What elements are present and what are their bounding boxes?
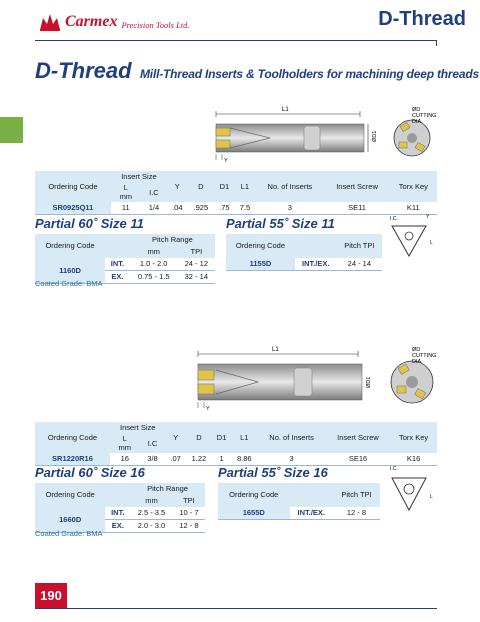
cell-tpi: 32 - 14 (178, 271, 215, 284)
cell-l1: 8.86 (231, 453, 257, 466)
th-screw: Insert Screw (326, 422, 390, 454)
th-l1: L1 (235, 171, 256, 203)
brand-subtitle: Precision Tools Ltd. (121, 19, 190, 30)
dim-y-label: Y (206, 406, 210, 412)
coated-grade-note: Coated Grade: BMA (35, 529, 103, 538)
cell-key: K11 (390, 202, 437, 215)
main-title (35, 58, 479, 84)
th-mm: mm (130, 495, 173, 507)
th-key: Torx Key (390, 422, 437, 454)
triangle-insert-drawing (386, 462, 438, 518)
table-row (35, 453, 437, 466)
th-d: D (186, 422, 212, 454)
cell-screw: SE16 (326, 453, 390, 466)
partial55-size11-title: Partial 55˚ Size 11 (226, 216, 335, 231)
cell-inserts: 3 (257, 453, 325, 466)
partial55-size11-table (226, 234, 382, 271)
insert-code: 1660D (35, 507, 105, 533)
cell-screw: SE11 (325, 202, 390, 215)
partial60-size16-table (35, 483, 205, 533)
partial60-size11-table (35, 234, 215, 284)
partial60-size16-title: Partial 60˚ Size 16 (35, 465, 145, 480)
toolholder-drawing (186, 344, 450, 414)
cell-mm: 0.75 - 1.5 (130, 271, 178, 284)
th-ic: I.C (141, 182, 167, 202)
coated-grade-note: Coated Grade: BMA (35, 279, 103, 288)
th-d1: D1 (212, 422, 231, 454)
th-ordering-code: Ordering Code (35, 171, 111, 203)
th-type-spacer (295, 234, 337, 258)
cell-mm: 1.0 - 2.0 (130, 258, 178, 271)
th-d: D (188, 171, 215, 203)
dia-label: DIA. (412, 119, 423, 125)
cell-type: INT./EX. (295, 258, 337, 271)
toolholder-table-size-11 (35, 170, 437, 215)
ic-label: I.C. (390, 466, 398, 472)
th-insert-size: Insert Size (111, 171, 167, 183)
cell-d1: 1 (212, 453, 231, 466)
cell-type: INT. (105, 258, 130, 271)
cell-l: 11 (111, 202, 141, 215)
table-row (35, 507, 205, 520)
th-ordering-code: Ordering Code (218, 483, 290, 507)
table-row (226, 258, 382, 271)
table-row (35, 258, 215, 271)
page-number: 190 (35, 583, 67, 609)
th-l-mm: L mm (111, 182, 141, 202)
cell-y: .07 (165, 453, 185, 466)
carmex-logo (38, 12, 190, 32)
th-type-spacer (105, 483, 130, 507)
toolholder-diagram-size-16 (186, 344, 450, 414)
holder-code: SR0925Q11 (35, 202, 111, 215)
th-tpi: TPI (178, 246, 215, 258)
dim-l-label: L (430, 240, 433, 246)
header-divider-tick (436, 40, 437, 46)
insert-profile-size-16 (386, 462, 438, 518)
th-inserts: No. of Inserts (255, 171, 324, 203)
insert-code: 1155D (226, 258, 295, 271)
th-type-spacer (105, 234, 130, 258)
carmex-crown-icon (38, 12, 62, 32)
main-title-big: D-Thread (35, 58, 132, 83)
th-d1: D1 (214, 171, 235, 203)
dim-l1-label: L1 (272, 347, 279, 353)
holder-code: SR1220R16 (35, 453, 110, 466)
cell-type: EX. (105, 271, 130, 284)
dim-y-label: Y (426, 214, 430, 220)
partial60-size11-title: Partial 60˚ Size 11 (35, 216, 144, 231)
dim-y-label: Y (224, 158, 228, 164)
toolholder-diagram-size-11 (200, 104, 450, 166)
th-inserts: No. of Inserts (257, 422, 325, 454)
cell-tpi: 24 - 12 (178, 258, 215, 271)
dim-d1-label: ØD1 (372, 130, 378, 142)
partial55-size16-table (218, 483, 380, 520)
triangle-insert-drawing (386, 212, 438, 264)
th-ic: I.C (140, 433, 166, 453)
cell-type: EX. (105, 520, 130, 533)
cell-d: .925 (188, 202, 215, 215)
cell-tpi: 10 - 7 (173, 507, 205, 520)
cell-ic: 1/4 (141, 202, 167, 215)
cell-y: .04 (167, 202, 188, 215)
cell-d: 1.22 (186, 453, 212, 466)
table-row (35, 202, 437, 215)
th-ordering-code: Ordering Code (35, 234, 105, 258)
cell-inserts: 3 (255, 202, 324, 215)
th-pitch-tpi: Pitch TPI (333, 483, 380, 507)
footer-divider (35, 608, 437, 609)
dim-od-label: ØD (412, 107, 421, 113)
ic-label: I.C. (390, 216, 398, 222)
brand-name: Carmex (65, 13, 118, 30)
th-tpi: TPI (173, 495, 205, 507)
th-type-spacer (290, 483, 333, 507)
dia-label: DIA. (412, 359, 423, 365)
th-ordering-code: Ordering Code (35, 422, 110, 454)
th-key: Torx Key (390, 171, 437, 203)
th-pitch-range: Pitch Range (130, 234, 215, 246)
cell-mm: 2.0 - 3.0 (130, 520, 173, 533)
insert-code: 1655D (218, 507, 290, 520)
th-mm: mm (130, 246, 178, 258)
th-y: Y (165, 422, 185, 454)
dim-l1-label: L1 (282, 107, 289, 113)
th-ordering-code: Ordering Code (35, 483, 105, 507)
cell-tpi: 24 - 14 (337, 258, 382, 271)
table-row (218, 507, 380, 520)
cutting-label: CUTTING (412, 353, 437, 359)
cell-type: INT. (105, 507, 130, 520)
cell-tpi: 12 - 8 (173, 520, 205, 533)
cell-type: INT./EX. (290, 507, 333, 520)
section-tab-marker (0, 117, 23, 143)
cell-key: K16 (390, 453, 437, 466)
cell-d1: .75 (214, 202, 235, 215)
main-title-sub: Mill-Thread Inserts & Toolholders for machining deep threads (140, 67, 479, 81)
page-header (0, 0, 480, 44)
th-y: Y (167, 171, 188, 203)
cell-mm: 2.5 - 3.5 (130, 507, 173, 520)
dim-l-label: L (430, 494, 433, 500)
toolholder-drawing (200, 104, 450, 166)
insert-profile-size-11 (386, 212, 438, 264)
cell-l: 16 (110, 453, 140, 466)
insert-code: 1160D (35, 258, 105, 284)
th-ordering-code: Ordering Code (226, 234, 295, 258)
th-l-mm: L mm (110, 433, 140, 453)
dim-d1-label: ØD1 (366, 376, 372, 388)
cutting-label: CUTTING (412, 113, 437, 119)
header-divider (35, 40, 437, 41)
th-pitch-tpi: Pitch TPI (337, 234, 382, 258)
dim-od-label: ØD (412, 347, 421, 353)
partial55-size16-title: Partial 55˚ Size 16 (218, 465, 328, 480)
th-l1: L1 (231, 422, 257, 454)
th-insert-size: Insert Size (110, 422, 166, 434)
toolholder-table-size-16 (35, 421, 437, 466)
cell-ic: 3/8 (140, 453, 166, 466)
cell-l1: 7.5 (235, 202, 256, 215)
th-screw: Insert Screw (325, 171, 390, 203)
th-pitch-range: Pitch Range (130, 483, 205, 495)
cell-tpi: 12 - 8 (333, 507, 380, 520)
page-heading: D-Thread (378, 8, 466, 30)
